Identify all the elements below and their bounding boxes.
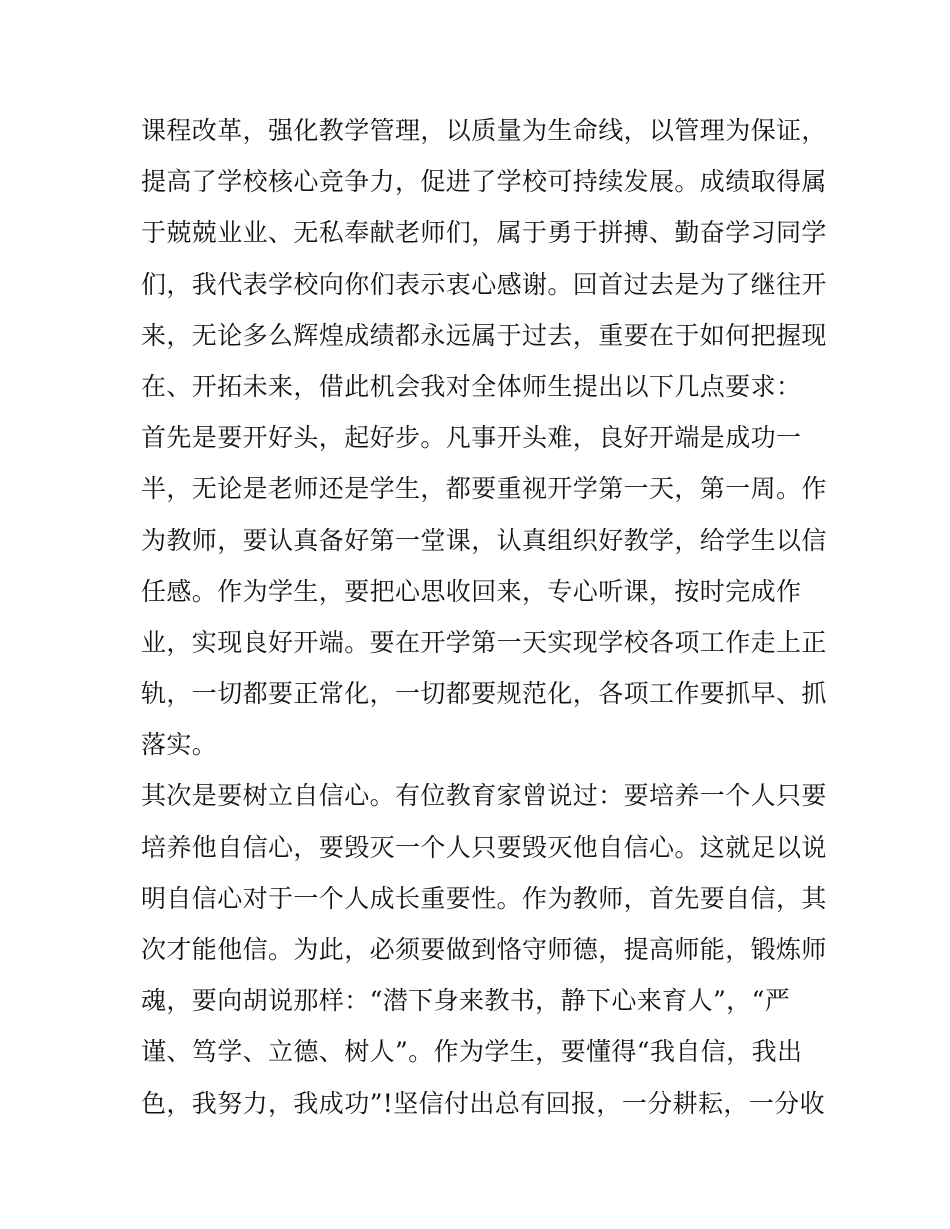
- text-line: 课程改革，强化教学管理，以质量为生命线，以管理为保证，: [141, 116, 827, 145]
- text-line: 来，无论多么辉煌成绩都永远属于过去，重要在于如何把握现: [141, 320, 827, 350]
- text-line: 落实。: [141, 730, 218, 760]
- text-line: 在、开拓未来，借此机会我对全体师生提出以下几点要求：: [141, 371, 802, 401]
- text-line: 色，我努力，我成功”!坚信付出总有回报，一分耕耘，一分收: [141, 1088, 826, 1118]
- text-line: 任感。作为学生，要把心思收回来，专心听课，按时完成作: [141, 576, 802, 606]
- text-line: 于兢兢业业、无私奉献老师们，属于勇于拼搏、勤奋学习同学: [141, 218, 827, 248]
- text-line: 明自信心对于一个人成长重要性。作为教师，首先要自信，其: [141, 883, 827, 913]
- text-line: 次才能他信。为此，必须要做到恪守师德，提高师能，锻炼师: [141, 935, 827, 964]
- text-line: 魂，要向胡说那样：“潜下身来教书，静下心来育人”，“严: [141, 986, 791, 1016]
- text-line: 提高了学校核心竞争力，促进了学校可持续发展。成绩取得属: [141, 167, 827, 197]
- text-line: 为教师，要认真备好第一堂课，认真组织好教学，给学生以信: [141, 525, 827, 555]
- text-line: 业，实现良好开端。要在开学第一天实现学校各项工作走上正: [141, 627, 827, 657]
- text-line: 半，无论是老师还是学生，都要重视开学第一天，第一周。作: [141, 474, 827, 504]
- text-line: 首先是要开好头，起好步。凡事开头难，良好开端是成功一: [141, 423, 802, 453]
- text-line: 谨、笃学、立德、树人”。作为学生，要懂得“我自信，我出: [141, 1037, 803, 1067]
- text-line: 轨，一切都要正常化，一切都要规范化，各项工作要抓早、抓: [141, 679, 827, 709]
- body-text: [141, 105, 827, 1129]
- text-line: 们，我代表学校向你们表示衷心感谢。回首过去是为了继往开: [141, 269, 827, 299]
- text-line: 培养他自信心，要毁灭一个人只要毁灭他自信心。这就足以说: [141, 832, 827, 862]
- text-line: 其次是要树立自信心。有位教育家曾说过：要培养一个人只要: [141, 781, 827, 811]
